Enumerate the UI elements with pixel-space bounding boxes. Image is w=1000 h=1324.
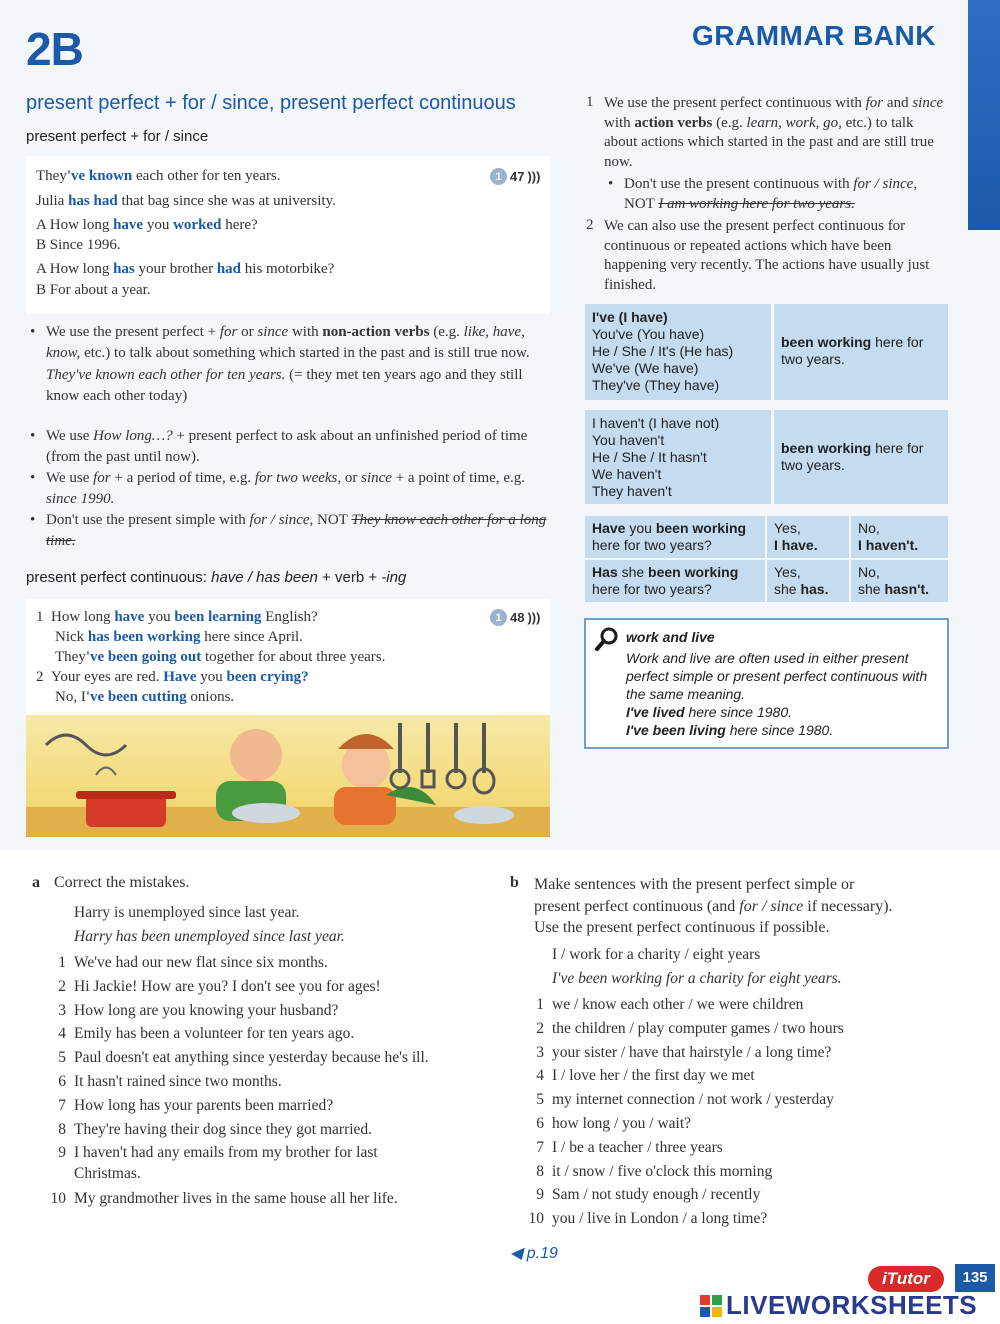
subheading-present-perfect-continuous: present perfect continuous: have / has been + verb + -ing	[26, 569, 407, 586]
item-text: you / live in London / a long time?	[552, 1210, 768, 1228]
item-number: 4	[536, 1067, 544, 1085]
rule-not-present-continuous: • Don't use the present continuous with for / since, NOT I am working here for two years.	[608, 176, 918, 212]
audio-track-47[interactable]: 1 47 )))	[490, 168, 540, 185]
table-negative-subjects: I haven't (I have not) You haven't He / She / It hasn't We haven't They haven't	[585, 410, 771, 504]
example-box-present-perfect	[26, 156, 550, 314]
exercise-a-heading: a Correct the mistakes.	[32, 874, 190, 891]
rule-how-long: • We use How long…? + present perfect to ask about an unfinished period of time (from the past until now).	[30, 428, 528, 465]
logo-grid-icon	[700, 1295, 722, 1317]
item-text: Paul doesn't eat anything since yesterday because he's ill.	[74, 1049, 429, 1067]
item-text-continued: Christmas.	[74, 1165, 141, 1183]
audio-disc-icon: 1	[490, 168, 507, 185]
rule-for-since: • We use for + a period of time, e.g. for two weeks, or since + a point of time, e.g. since 1990.	[30, 470, 525, 507]
rule-not-present-simple: • Don't use the present simple with for / since, NOT They know each other for a long time.	[30, 512, 547, 549]
table-short-no-2: No, she hasn't.	[851, 560, 948, 602]
example-line: 1 How long have you been learning English?	[36, 609, 318, 625]
item-number: 4	[58, 1025, 66, 1043]
table-short-yes-1: Yes, I have.	[767, 516, 849, 558]
item-number: 10	[50, 1190, 66, 1208]
subheading-present-perfect: present perfect + for / since	[26, 128, 209, 145]
note-title: work and live	[626, 629, 715, 645]
item-number: 9	[536, 1186, 544, 1204]
item-text: Hi Jackie! How are you? I don't see you for ages!	[74, 977, 381, 995]
note-body: Work and live are often used in either present perfect simple or present perfect continuous with the same meaning. I've lived here since 1980. I've been living here since 1980.	[626, 650, 928, 738]
example-line: No, I've been cutting onions.	[55, 689, 235, 705]
itutor-badge[interactable]: iTutor	[868, 1266, 944, 1292]
example-line: 2 Your eyes are red. Have you been crying?	[36, 669, 309, 685]
example-line: Nick has been working here since April.	[55, 629, 303, 645]
item-text: the children / play computer games / two hours	[552, 1019, 844, 1037]
audio-disc-icon: 1	[490, 609, 507, 626]
table-question-2: Has she been working here for two years?	[585, 560, 765, 602]
note-box-work-and-live	[584, 618, 949, 749]
example-line: They've known each other for ten years.	[36, 168, 281, 184]
item-number: 2	[536, 1019, 544, 1037]
example-line: B For about a year.	[36, 282, 151, 298]
item-number: 6	[58, 1073, 66, 1090]
illustration-drawing	[26, 715, 550, 837]
magnifier-icon	[594, 626, 620, 652]
liveworksheets-logo: LIVEWORKSHEETS	[700, 1290, 977, 1321]
rule-action-verbs: We use the present perfect continuous with for and since with action verbs (e.g. learn, work, go, etc.) to talk about actions which started in the past and are still true now.	[604, 95, 944, 170]
item-number: 3	[58, 1001, 66, 1019]
item-text: Emily has been a volunteer for ten years ago.	[74, 1025, 355, 1043]
example-line: B Since 1996.	[36, 237, 121, 253]
item-text: my internet connection / not work / yesterday	[552, 1091, 834, 1109]
item-text: I / love her / the first day we met	[552, 1067, 755, 1085]
example-line: Julia has had that bag since she was at university.	[36, 193, 336, 209]
example-line: A How long has your brother had his motorbike?	[36, 261, 335, 277]
example-box-present-perfect-continuous	[26, 599, 550, 715]
item-number: 3	[536, 1043, 544, 1061]
grammar-bank-title: GRAMMAR BANK	[692, 20, 936, 51]
item-text: how long / you / wait?	[552, 1115, 692, 1132]
rule-number: 1	[586, 94, 594, 110]
item-number: 2	[58, 977, 66, 995]
item-text: Sam / not study enough / recently	[552, 1186, 761, 1204]
item-text: I haven't had any emails from my brother for last	[74, 1144, 378, 1162]
item-number: 8	[536, 1162, 544, 1180]
example-line: They've been going out together for about three years.	[55, 649, 386, 665]
exercise-a-example: Harry is unemployed since last year.	[74, 904, 300, 921]
exercise-a-example-answer: Harry has been unemployed since last year.	[74, 928, 345, 945]
unit-code: 2B	[26, 23, 83, 75]
sound-icon: )))	[527, 610, 541, 625]
rule-recent-actions: We can also use the present perfect continuous for continuous or repeated actions which have been happening very recently. The actions have usually just finished.	[604, 218, 930, 293]
table-negative-verb: been working here for two years.	[774, 410, 948, 504]
item-text: we / know each other / we were children	[552, 996, 804, 1013]
kitchen-illustration	[26, 715, 550, 837]
section-title: present perfect + for / since, present perfect continuous	[26, 92, 516, 114]
table-short-yes-2: Yes, she has.	[767, 560, 849, 602]
item-text: it / snow / five o'clock this morning	[552, 1162, 773, 1180]
item-number: 1	[58, 954, 66, 971]
item-number: 9	[58, 1144, 66, 1162]
item-text: They're having their dog since they got married.	[74, 1120, 373, 1138]
item-text: How long has your parents been married?	[74, 1096, 334, 1114]
example-line: A How long have you worked here?	[36, 217, 258, 233]
table-positive-verb: been working here for two years.	[774, 304, 948, 400]
audio-track-48[interactable]: 1 48 )))	[490, 609, 540, 626]
table-question-1: Have you been working here for two years?	[585, 516, 765, 558]
page-edge-tab	[968, 0, 1000, 230]
item-text: We've had our new flat since six months.	[74, 954, 328, 971]
exercise-b-example: I / work for a charity / eight years	[552, 946, 761, 963]
item-number: 6	[536, 1115, 544, 1132]
back-arrow-icon: ◀	[510, 1245, 527, 1262]
item-number: 7	[536, 1138, 544, 1156]
exercise-b-heading: b Make sentences with the present perfect simple or present perfect continuous (and for / since if necessary). Use the present perfect continuous if possible.	[510, 874, 893, 936]
rule-number: 2	[586, 217, 594, 233]
item-number: 10	[528, 1210, 544, 1228]
item-text: It hasn't rained since two months.	[74, 1073, 282, 1090]
table-positive-subjects: I've (I have) You've (You have) He / She / It's (He has) We've (We have) They've (They have)	[585, 304, 771, 400]
item-text: How long are you knowing your husband?	[74, 1001, 339, 1019]
item-number: 8	[58, 1120, 66, 1138]
item-text: My grandmother lives in the same house all her life.	[74, 1190, 398, 1208]
page-reference-link[interactable]: ◀ p.19	[510, 1245, 558, 1262]
rule-non-action-verbs: • We use the present perfect + for or since with non-action verbs (e.g. like, have, know, etc.) to talk about something which started in the past and is still true now. They've known each other for ten years. (= they met ten years ago and they still know each other today)	[30, 324, 530, 404]
page-number: 135	[955, 1264, 995, 1292]
item-text: I / be a teacher / three years	[552, 1138, 723, 1156]
table-short-no-1: No, I haven't.	[851, 516, 948, 558]
item-number: 5	[536, 1091, 544, 1109]
sound-icon: )))	[527, 169, 541, 184]
item-text: your sister / have that hairstyle / a long time?	[552, 1043, 832, 1061]
item-number: 5	[58, 1049, 66, 1067]
exercise-b-example-answer: I've been working for a charity for eight years.	[552, 970, 842, 987]
item-number: 7	[58, 1096, 66, 1114]
item-number: 1	[536, 996, 544, 1013]
